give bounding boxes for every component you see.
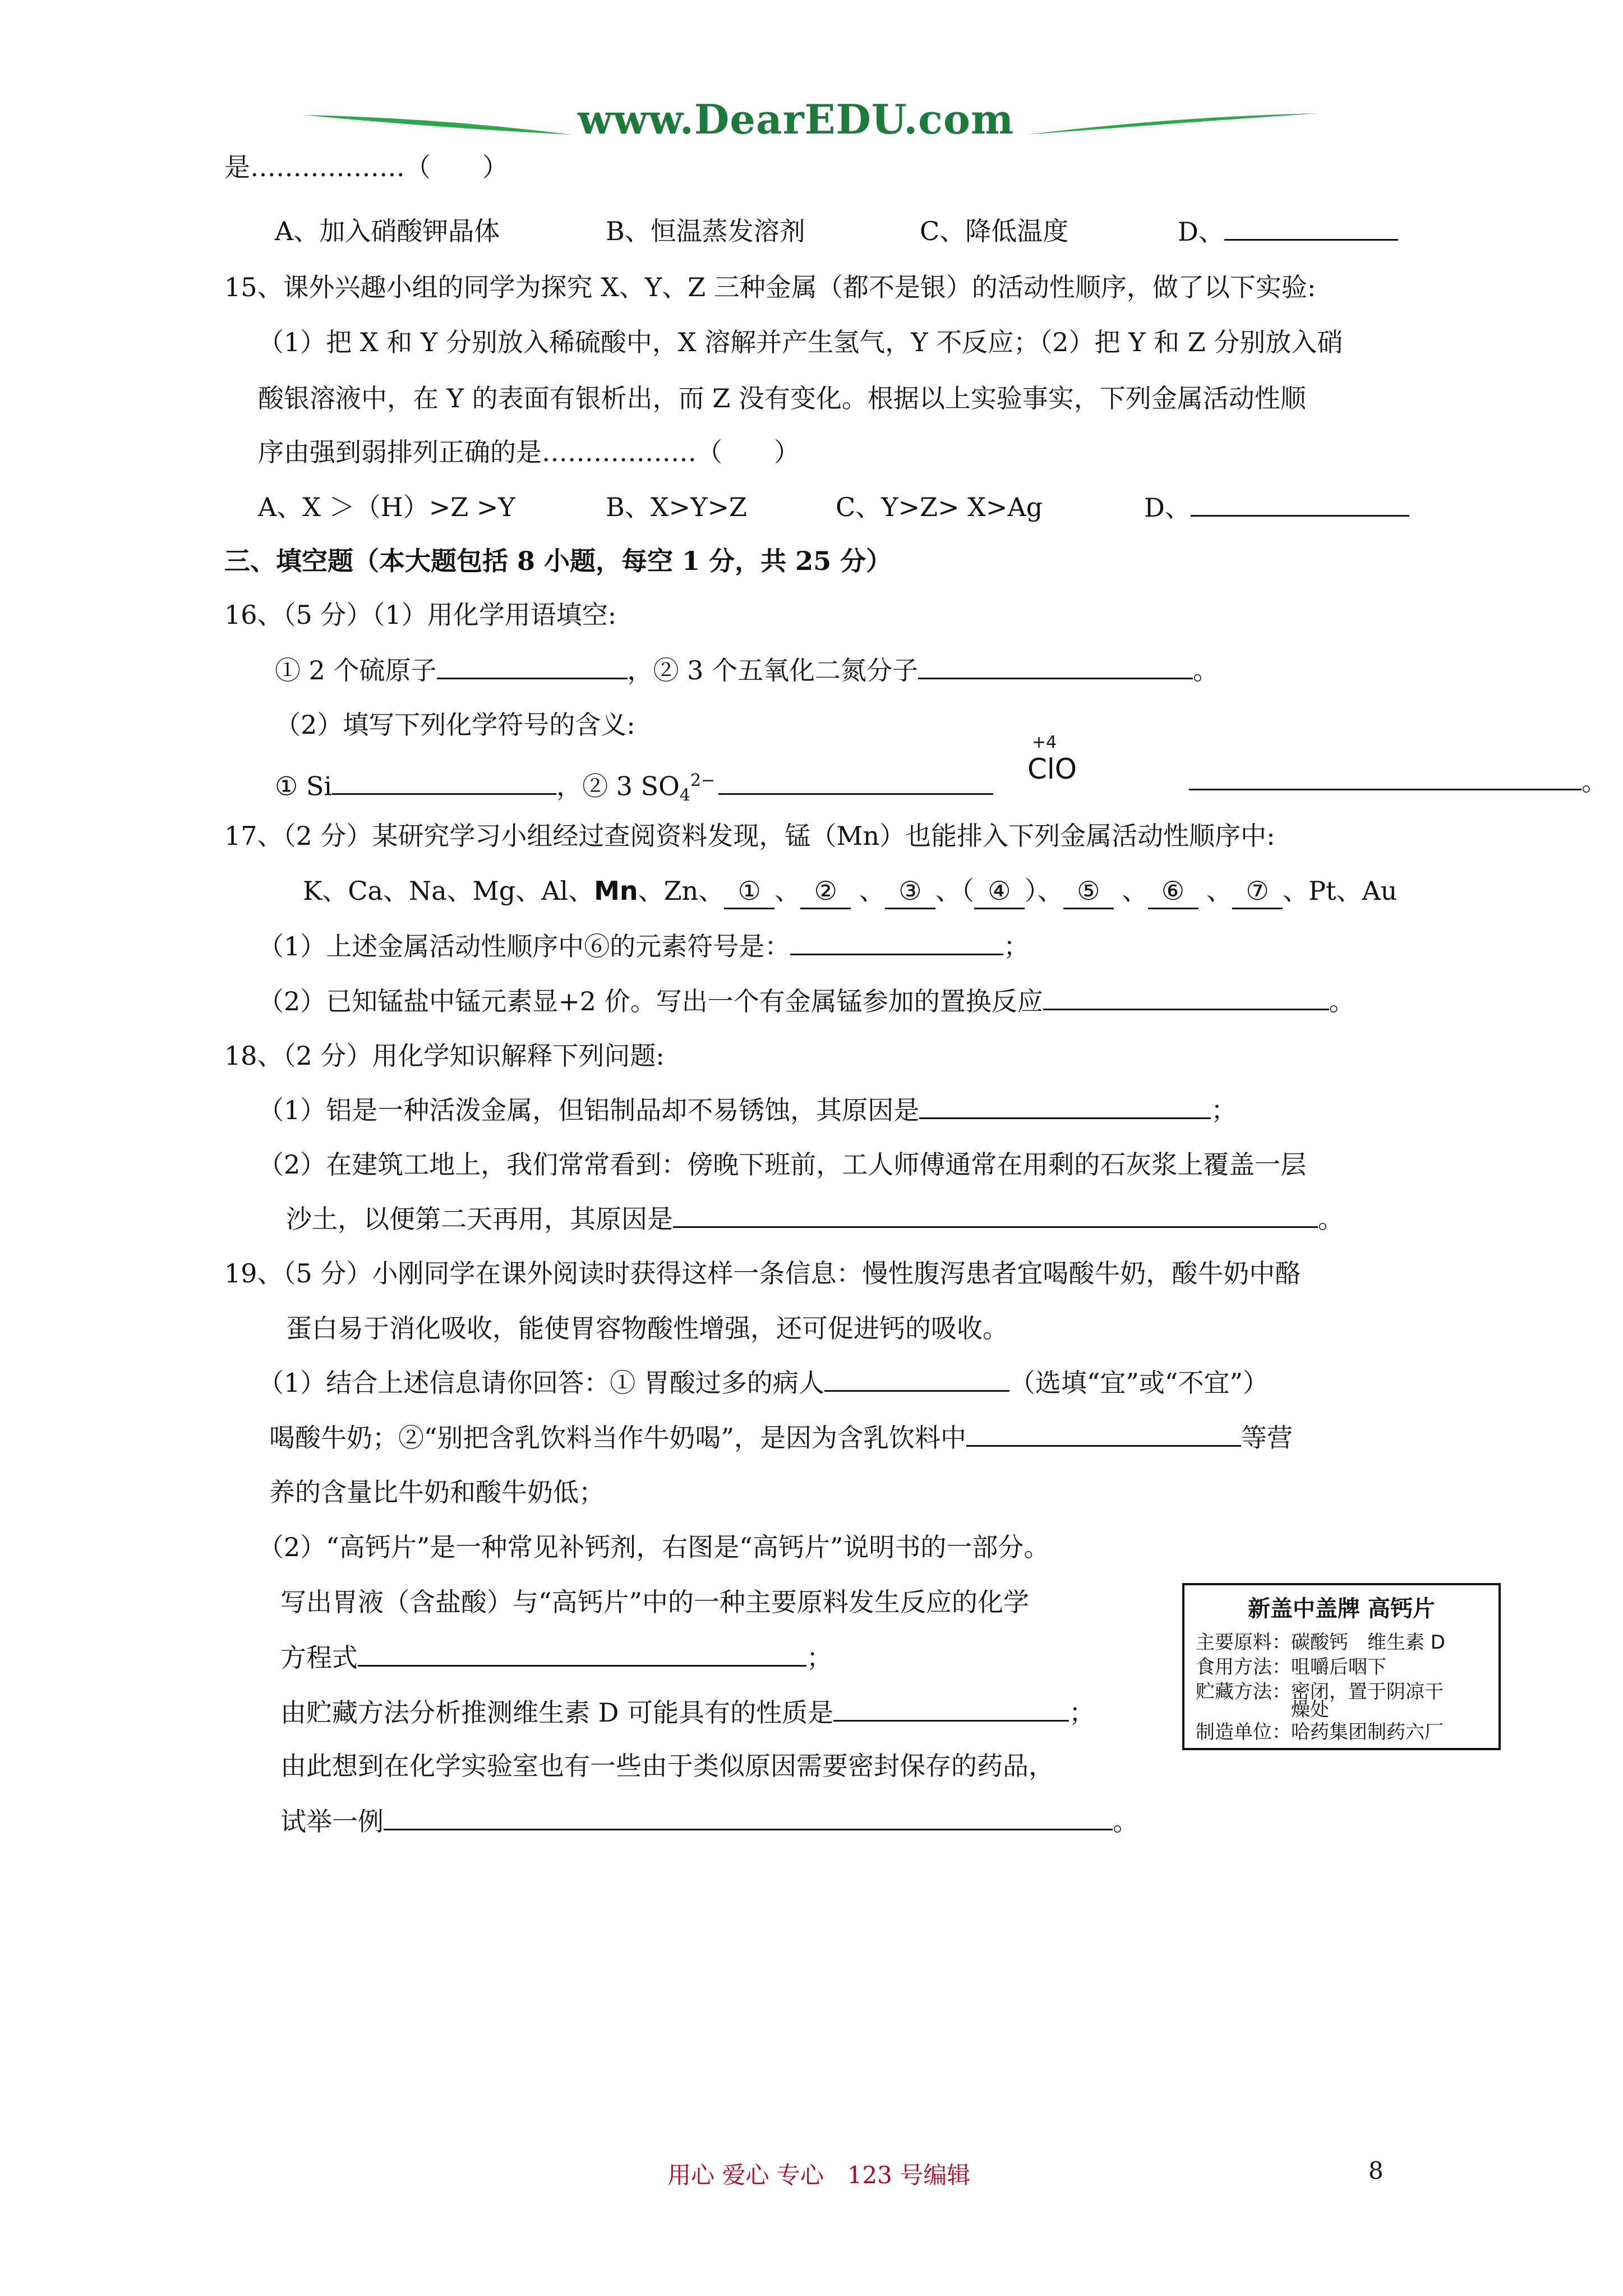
q16-part2-stem: （2）填写下列化学符号的含义:	[275, 710, 635, 740]
clo-formula: ClO	[1027, 753, 1077, 785]
q14-option-a: A、加入硝酸钾晶体	[275, 216, 500, 246]
slot-1[interactable]: ①	[724, 874, 774, 909]
q19-sub1-end: 养的含量比牛奶和酸牛奶低；	[269, 1477, 605, 1507]
q17-sub1: （1）上述金属活动性顺序中⑥的元素符号是： ；	[258, 929, 1029, 963]
label-title: 新盖中盖牌 高钙片	[1248, 1596, 1435, 1622]
q15-option-d: D、	[1144, 490, 1409, 524]
answer-blank[interactable]	[718, 769, 993, 795]
answer-blank[interactable]	[1191, 490, 1409, 517]
slot-6[interactable]: ⑥	[1148, 874, 1198, 909]
page-number: 8	[1368, 2157, 1384, 2184]
q14-option-d: D、	[1178, 214, 1398, 249]
q15-line2: （1）把 X 和 Y 分别放入稀硫酸中，X 溶解并产生氢气，Y 不反应；（2）把 Y 和 Z 分别放入硝	[258, 327, 1343, 357]
q19-sub1: （1）结合上述信息请你回答：① 胃酸过多的病人 （选填“宜”或“不宜”）	[258, 1365, 1269, 1400]
q19-sub2-equation: 方程式 ；	[280, 1640, 832, 1674]
q16-part1: ① 2 个硫原子 ，② 3 个五氧化二氮分子 。	[275, 653, 1219, 687]
q18-sub1: （1）铝是一种活泼金属，但铝制品却不易锈蚀，其原因是 ；	[258, 1093, 1237, 1127]
slot-5[interactable]: ⑤	[1063, 874, 1114, 909]
q14-option-b: B、恒温蒸发溶剂	[606, 216, 805, 246]
slot-4[interactable]: ④	[974, 874, 1025, 909]
answer-blank[interactable]	[384, 1804, 1113, 1830]
valence-label: +4	[1032, 733, 1057, 752]
q17-sub2: （2）已知锰盐中锰元素显+2 价。写出一个有金属锰参加的置换反应 。	[258, 984, 1355, 1018]
answer-blank[interactable]	[673, 1202, 1318, 1228]
q18-sub2-cont: 沙土，以便第二天再用，其原因是 。	[286, 1202, 1344, 1236]
slot-2[interactable]: ②	[800, 874, 851, 909]
q14-option-c: C、降低温度	[920, 216, 1069, 246]
q16-part2-symbols: ① Si ，② 3 $SO_4^{2-}$	[275, 764, 993, 813]
header-swoosh-left	[303, 112, 572, 146]
q19-sub2-line2: 写出胃液（含盐酸）与“高钙片”中的一种主要原料发生反应的化学	[280, 1587, 1030, 1617]
q16-stem: 16、（5 分）（1）用化学用语填空:	[224, 600, 617, 630]
answer-blank[interactable]	[918, 653, 1193, 679]
q15-option-c: C、Y>Z> X>Ag	[836, 492, 1043, 522]
section-heading: 三、填空题（本大题包括 8 小题，每空 1 分，共 25 分）	[224, 546, 892, 576]
answer-blank[interactable]	[833, 1695, 1069, 1722]
slot-7[interactable]: ⑦	[1232, 874, 1283, 909]
answer-blank[interactable]	[1224, 214, 1398, 241]
q19-sub1-cont: 喝酸牛奶；②“别把含乳饮料当作牛奶喝”，是因为含乳饮料中 等营	[269, 1420, 1293, 1455]
answer-blank[interactable]	[332, 769, 556, 795]
answer-blank[interactable]	[824, 1365, 1009, 1392]
calcium-tablet-label	[1182, 1583, 1501, 1750]
q19-sub2-property: 由贮藏方法分析推测维生素 D 可能具有的性质是 ；	[280, 1695, 1095, 1729]
header-swoosh-right	[1026, 112, 1318, 146]
q19-sub2-line5: 由此想到在化学实验室也有一些由于类似原因需要密封保存的药品，	[280, 1751, 1054, 1781]
activity-series: K、Ca、Na、Mg、Al、Mn、Zn、 ① 、 ② 、 ③ 、（ ④ ）、 ⑤ 、 ⑥ 、 ⑦ 、Pt、Au	[303, 874, 1397, 909]
q19-stem: 19、（5 分）小刚同学在课外阅读时获得这样一条信息：慢性腹泻患者宜喝酸牛奶，酸牛奶中酪	[224, 1258, 1301, 1289]
slot-3[interactable]: ③	[885, 874, 935, 909]
q15-line4: 序由强到弱排列正确的是………………（ ）	[258, 437, 800, 467]
answer-blank[interactable]	[790, 929, 1003, 955]
q19-sub2-example: 试举一例 。	[280, 1804, 1138, 1838]
q18-stem: 18、（2 分）用化学知识解释下列问题:	[224, 1041, 665, 1071]
q15-option-b: B、X>Y>Z	[606, 492, 747, 522]
footer-text: 用心 爱心 专心 123 号编辑	[667, 2161, 971, 2189]
q14-continuation: 是………………（ ）	[224, 152, 508, 182]
answer-blank[interactable]	[358, 1640, 806, 1667]
q15-stem: 15、课外兴趣小组的同学为探究 X、Y、Z 三种金属（都不是银）的活动性顺序，做了以下实验:	[224, 272, 1316, 302]
answer-blank[interactable]	[919, 1093, 1211, 1119]
answer-blank[interactable]	[1189, 764, 1581, 790]
answer-blank[interactable]	[1043, 984, 1329, 1010]
label-row: 制造单位：哈药集团制药六厂	[1196, 1721, 1444, 1743]
label-row: 贮藏方法：密闭，置于阴凉干	[1196, 1681, 1444, 1703]
header-site-logo[interactable]: www.DearEDU.com	[578, 95, 1015, 143]
q19-line2: 蛋白易于消化吸收，能使胃容物酸性增强，还可促进钙的吸收。	[286, 1313, 1008, 1343]
q15-option-a: A、X ＞（H）>Z >Y	[258, 492, 515, 522]
q15-line3: 酸银溶液中，在 Y 的表面有银析出，而 Z 没有变化。根据以上实验事实，下列金属活动性顺	[258, 383, 1306, 413]
q17-stem: 17、（2 分）某研究学习小组经过查阅资料发现，锰（Mn）也能排入下列金属活动性顺序中:	[224, 821, 1275, 851]
label-row: 主要原料：碳酸钙 维生素 D	[1196, 1631, 1445, 1654]
answer-blank[interactable]	[966, 1420, 1241, 1447]
q16-clo-answer: 。	[1189, 764, 1607, 798]
label-row: 燥处	[1196, 1699, 1329, 1721]
q18-sub2: （2）在建筑工地上，我们常常看到：傍晚下班前，工人师傅通常在用剩的石灰浆上覆盖一层	[258, 1149, 1307, 1180]
answer-blank[interactable]	[437, 653, 628, 679]
label-row: 食用方法：咀嚼后咽下	[1196, 1656, 1386, 1678]
q19-sub2: （2）“高钙片”是一种常见补钙剂，右图是“高钙片”说明书的一部分。	[258, 1532, 1050, 1562]
